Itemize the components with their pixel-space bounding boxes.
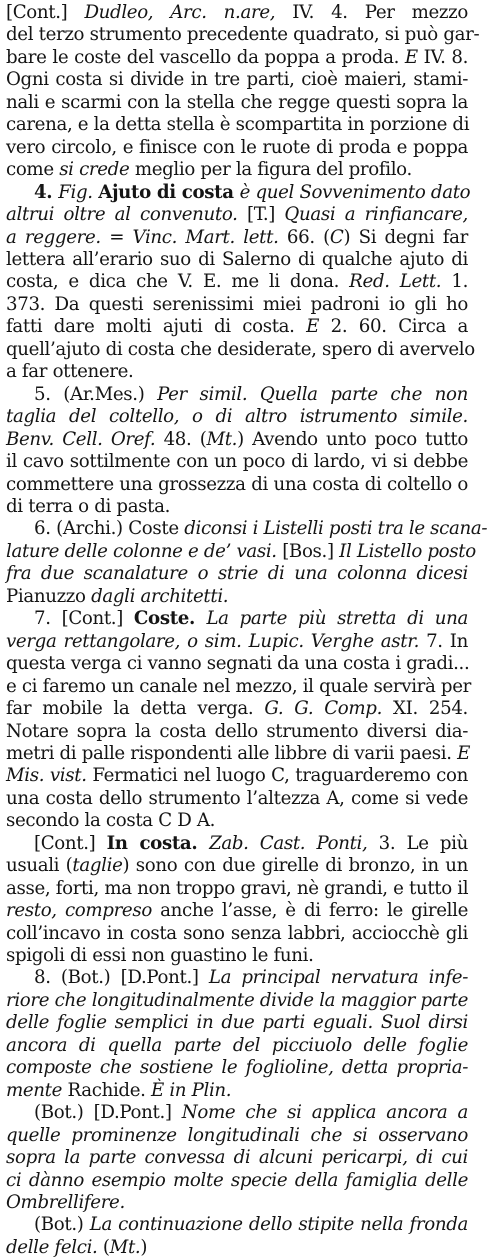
text-run: 8. (Bot.) [D.Pont.] (34, 967, 209, 989)
text-run: Il Listello posto (339, 540, 476, 562)
text-line (6, 429, 468, 451)
text-line (6, 1012, 468, 1034)
text-run: E (404, 46, 424, 68)
text-line (6, 204, 468, 226)
text-run: asse, forti, ma non troppo gravi, nè grandi, e tutto il (6, 877, 469, 899)
text-run: fra due scanalature o strie di una colonna dicesi (6, 563, 468, 585)
text-run: 7. In (426, 630, 468, 652)
text-line (6, 563, 468, 585)
text-run: costa, e dica che V. E. me li dona. (6, 271, 350, 293)
text-line (6, 316, 468, 338)
text-line (6, 586, 468, 608)
text-line (6, 833, 468, 855)
text-run: C (329, 226, 344, 248)
text-line (6, 1147, 468, 1169)
text-line (6, 698, 468, 720)
text-run: quelle prominenze longitudinali che si osservano (6, 1124, 468, 1146)
text-run: nali e scarmi con la stella che regge questi sopra la (6, 91, 468, 113)
text-line (6, 1125, 468, 1147)
text-run: Fermatici nel luogo C, traguarderemo con (92, 765, 468, 787)
text-line (6, 1035, 468, 1057)
text-line (6, 69, 468, 91)
text-run: Mis. vist. (6, 765, 93, 787)
text-line (6, 294, 468, 316)
text-run: IV. 4. Per mezzo (292, 2, 468, 23)
text-line (6, 1080, 468, 1102)
text-run: 7. [Cont.] (34, 608, 134, 630)
text-run: ( (102, 1236, 110, 1258)
text-line (6, 653, 468, 675)
text-run: far mobile la detta verga. (6, 698, 265, 720)
text-line (6, 496, 468, 518)
text-run: ) Avendo unto poco tutto (237, 428, 468, 450)
text-run: come (6, 159, 60, 181)
text-run: commettere una grossezza di una costa di coltello o (6, 473, 468, 495)
text-line (6, 1170, 468, 1192)
text-run: il cavo sottilmente con un poco di lardo, vi si debbe (6, 451, 468, 473)
text-run: carena, e la detta stella è scompartita in porzione di (6, 114, 470, 136)
text-run: delle foglie semplici in due parti eguali. Suol dirsi (6, 1012, 468, 1034)
text-line (6, 114, 468, 136)
text-run: ) sono con due girelle di bronzo, in un (122, 855, 468, 877)
text-run: ) (140, 1236, 148, 1258)
text-run: La principal nervatura infe- (208, 967, 468, 989)
text-line (6, 227, 468, 249)
text-run: Zab. Cast. Ponti, (209, 832, 379, 854)
text-line (6, 967, 468, 989)
text-line (6, 675, 471, 698)
text-line (6, 137, 468, 159)
text-line (6, 384, 468, 406)
text-line (6, 2, 468, 24)
text-line (6, 474, 468, 496)
text-run: Benv. Cell. Oref. (6, 428, 164, 450)
text-run: Mt. (206, 428, 238, 450)
text-line (6, 159, 468, 181)
text-run: Pianuzzo (6, 585, 92, 607)
text-run: IV. 8. (423, 46, 469, 68)
text-run: delle felci. (6, 1236, 103, 1258)
text-line (6, 24, 480, 46)
text-line (6, 900, 468, 922)
text-run: anche l’asse, è di ferro: le girelle (160, 900, 469, 922)
text-run: riore che longitudinalmente divide la maggior parte (6, 989, 468, 1011)
text-line (6, 1214, 468, 1236)
text-run: a far ottenere. (6, 361, 134, 383)
text-line (6, 540, 476, 563)
text-run: a reggere. (6, 226, 110, 248)
text-line (6, 1057, 468, 1079)
text-line (6, 1102, 468, 1124)
text-line (6, 271, 468, 293)
text-line (6, 92, 468, 114)
text-run: Notare sopra la costa dello strumento diversi dia- (6, 720, 468, 742)
text-run: È in Plin. (150, 1079, 232, 1101)
text-line (6, 743, 468, 765)
text-line (6, 1192, 468, 1214)
text-run: composte che sostiene le foglioline, detta propria- (6, 1057, 468, 1079)
text-line (6, 923, 468, 945)
text-line (6, 721, 468, 743)
text-run: (Bot.) [D.Pont.] (34, 1102, 182, 1124)
text-run: Mt. (109, 1236, 141, 1258)
text-run: 6. (Archi.) Coste (34, 518, 185, 540)
text-line (6, 788, 468, 810)
text-run: di terra o di pasta. (6, 495, 171, 517)
text-run: = (109, 226, 133, 248)
text-run: [Cont.] (6, 2, 85, 23)
text-run: ) Si degni far (343, 226, 468, 248)
text-run: Ajuto di costa (98, 181, 240, 203)
text-run: 3. Le più (378, 832, 469, 854)
text-run: ancora di quella parte del picciuolo delle foglie (6, 1034, 468, 1056)
text-run: [Bos.] (282, 540, 340, 562)
text-run: Vinc. Mart. lett. (132, 226, 287, 248)
text-run: ci dànno esempio molte specie della famiglia delle (6, 1169, 468, 1191)
text-line (6, 406, 468, 428)
text-run: secondo la costa C D A. (6, 810, 216, 832)
text-run: Nome che si applica ancora a (181, 1102, 468, 1124)
text-run: taglie (72, 855, 123, 877)
text-run: mente (6, 1079, 68, 1101)
text-line (6, 518, 487, 540)
text-run: 373. Da questi serenissimi miei padroni io gli ho (6, 293, 468, 315)
text-line (6, 631, 468, 653)
text-run: spigoli di essi non guastino le funi. (6, 945, 314, 967)
text-run: [Cont.] (34, 832, 107, 854)
text-line (6, 47, 468, 69)
text-run: 5. (Ar.Mes.) (34, 383, 158, 405)
text-run: XI. 254. (393, 698, 468, 720)
text-run: taglia del coltello, o di altro istrumento simile. (6, 406, 468, 428)
text-line (6, 249, 468, 271)
text-line (6, 765, 468, 787)
text-run: resto, compreso (6, 900, 161, 922)
text-run: è quel Sovvenimento dato (239, 181, 471, 203)
text-run: metri di palle rispondenti alle libbre di varii paesi. (6, 742, 458, 764)
text-run: bare le coste del vascello da poppa a proda. (6, 46, 405, 68)
text-run: quell’ajuto di costa che desiderate, spero di avervelo (6, 338, 475, 360)
text-run: 4. (34, 181, 59, 203)
text-run: verga rettangolare, o sim. Lupic. Verghe astr. (6, 630, 427, 652)
text-run: 66. ( (286, 226, 330, 248)
text-line (6, 990, 468, 1012)
text-run: vero circolo, e finisce con le ruote di proda e poppa (6, 136, 468, 158)
text-run: Coste. (133, 608, 207, 630)
text-line (6, 361, 468, 383)
text-run: E (306, 316, 331, 338)
text-run: Per simil. Quella parte che non (157, 383, 468, 405)
text-run: 48. ( (163, 428, 207, 450)
text-line (6, 338, 475, 361)
text-line (6, 1237, 468, 1259)
text-run: sopra la parte convessa di alcuni pericarpi, di cui (6, 1147, 468, 1169)
text-line (6, 855, 468, 877)
text-run: Fig. (58, 181, 99, 203)
text-run: Ombrellifere. (6, 1192, 125, 1214)
text-line (6, 878, 468, 900)
text-line (6, 945, 468, 967)
text-run: Rachide. (67, 1079, 151, 1101)
text-run: lettera all’erario suo di Salerno di qualche ajuto di (6, 248, 468, 270)
text-run: dagli architetti. (91, 585, 229, 607)
text-line (6, 451, 468, 473)
text-run: del terzo strumento precedente quadrato, si può gar- (6, 24, 480, 46)
text-run: E (457, 742, 470, 764)
text-run: si crede (59, 159, 135, 181)
text-run: 1. (451, 271, 468, 293)
text-run: Quasi a rinfiancare, (284, 204, 468, 226)
text-line (6, 810, 468, 832)
text-line (6, 181, 471, 204)
text-run: G. G. Comp. (264, 698, 394, 720)
text-run: diconsi i Listelli posti tra le scana- (184, 518, 487, 540)
text-line (6, 608, 468, 630)
text-run: La continuazione dello stipite nella fronda (89, 1214, 468, 1236)
text-run: fatti dare molti ajuti di costa. (6, 316, 307, 338)
text-run: 2. 60. Circa a (330, 316, 468, 338)
dictionary-entry-costa (6, 2, 487, 1259)
text-run: questa verga ci vanno segnati da una costa i gradi... (6, 653, 470, 675)
text-run: coll’incavo in costa sono senza labbri, acciocchè gli (6, 922, 468, 944)
text-run: In costa. (106, 832, 210, 854)
text-run: Dudleo, Arc. n.are, (84, 2, 293, 23)
text-run: meglio per la figura del profilo. (134, 159, 412, 181)
text-run: Red. Lett. (349, 271, 452, 293)
text-run: lature delle colonne e de’ vasi. (6, 540, 283, 562)
text-run: una costa dello strumento l’altezza A, come si vede (6, 787, 468, 809)
text-run: altrui oltre al convenuto. (6, 204, 247, 226)
text-run: [T.] (246, 204, 285, 226)
text-run: usuali ( (6, 855, 73, 877)
text-run: Ogni costa si divide in tre parti, cioè maieri, stami- (6, 69, 468, 91)
text-run: e ci faremo un canale nel mezzo, il quale servirà per (6, 675, 471, 697)
text-run: La parte più stretta di una (206, 608, 468, 630)
text-run: (Bot.) (34, 1214, 90, 1236)
